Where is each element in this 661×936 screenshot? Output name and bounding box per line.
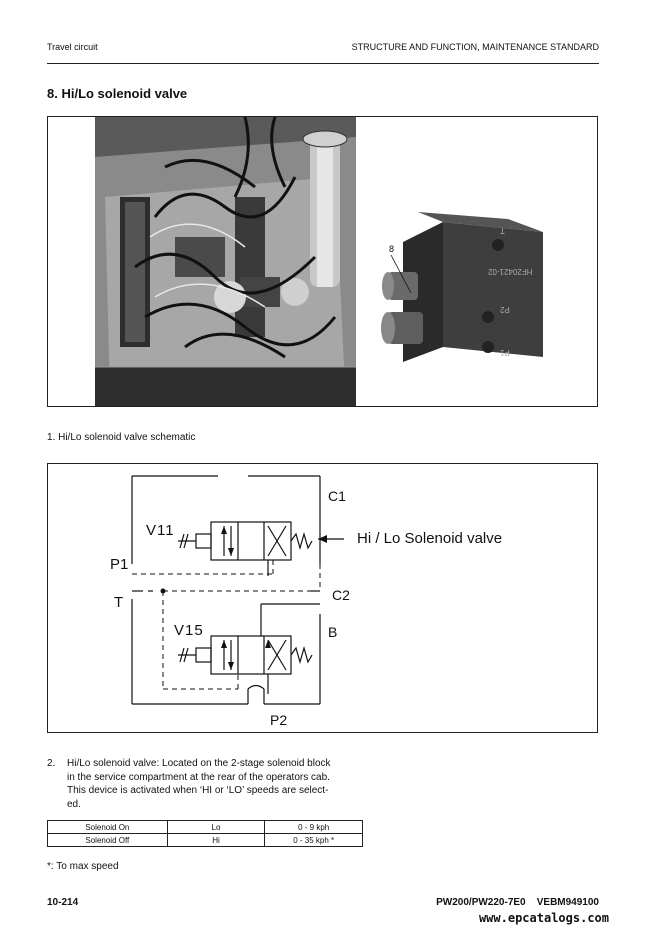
description-line: in the service compartment at the rear of the operators cab. <box>67 771 330 783</box>
block-marking: HF20421-02 <box>488 267 533 276</box>
header-manual: STRUCTURE AND FUNCTION, MAINTENANCE STANDARD <box>351 42 599 52</box>
table-row <box>48 821 363 834</box>
photo-figure <box>47 116 598 407</box>
block-port-p1: P1 <box>500 348 510 357</box>
figure-caption-1: 1. Hi/Lo solenoid valve schematic <box>47 432 196 443</box>
description-line: Hi/Lo solenoid valve: Located on the 2-stage solenoid block <box>67 758 331 769</box>
block-port-t: T <box>500 226 505 235</box>
page-number: 10-214 <box>47 897 79 908</box>
label-v15: V15 <box>174 622 204 639</box>
label-p1: P1 <box>110 556 129 573</box>
label-t: T <box>114 594 124 611</box>
schematic-figure <box>47 463 598 733</box>
schematic-drawing <box>48 464 597 732</box>
photo-callout-8: 8 <box>389 244 395 254</box>
block-port-p2: P2 <box>500 305 510 314</box>
header-section: Travel circuit <box>47 42 98 52</box>
label-c1: C1 <box>328 488 346 504</box>
header-rule <box>47 63 599 64</box>
watermark: www.epcatalogs.com <box>478 911 609 925</box>
machine-photo <box>95 117 356 406</box>
table-cell: Solenoid On <box>48 821 168 834</box>
table-cell: Lo <box>167 821 265 834</box>
label-c2: C2 <box>332 587 350 603</box>
label-v11: V11 <box>146 522 175 539</box>
section-title: 8. Hi/Lo solenoid valve <box>47 86 188 101</box>
description-number: 2. <box>47 758 56 769</box>
table-cell: Hi <box>167 834 265 847</box>
manual-code: PW200/PW220-7E0 VEBM949100 <box>436 897 599 908</box>
photo-callout-line <box>386 255 416 295</box>
label-hilo-callout: Hi / Lo Solenoid valve <box>357 530 503 547</box>
solenoid-speed-table <box>47 820 363 847</box>
table-cell: 0 - 9 kph <box>265 821 363 834</box>
valve-block-drawing <box>348 207 553 367</box>
table-cell: 0 - 35 kph * <box>265 834 363 847</box>
table-cell: Solenoid Off <box>48 834 168 847</box>
machine-photo-drawing <box>95 117 356 406</box>
description-line: ed. <box>67 798 81 810</box>
description-line: This device is activated when ‘HI or ‘LO’ speeds are select- <box>67 785 329 796</box>
label-p2: P2 <box>270 712 288 728</box>
description-item-2 <box>47 757 367 811</box>
label-b: B <box>328 624 338 640</box>
table-row <box>48 834 363 847</box>
footnote: *: To max speed <box>47 861 119 872</box>
